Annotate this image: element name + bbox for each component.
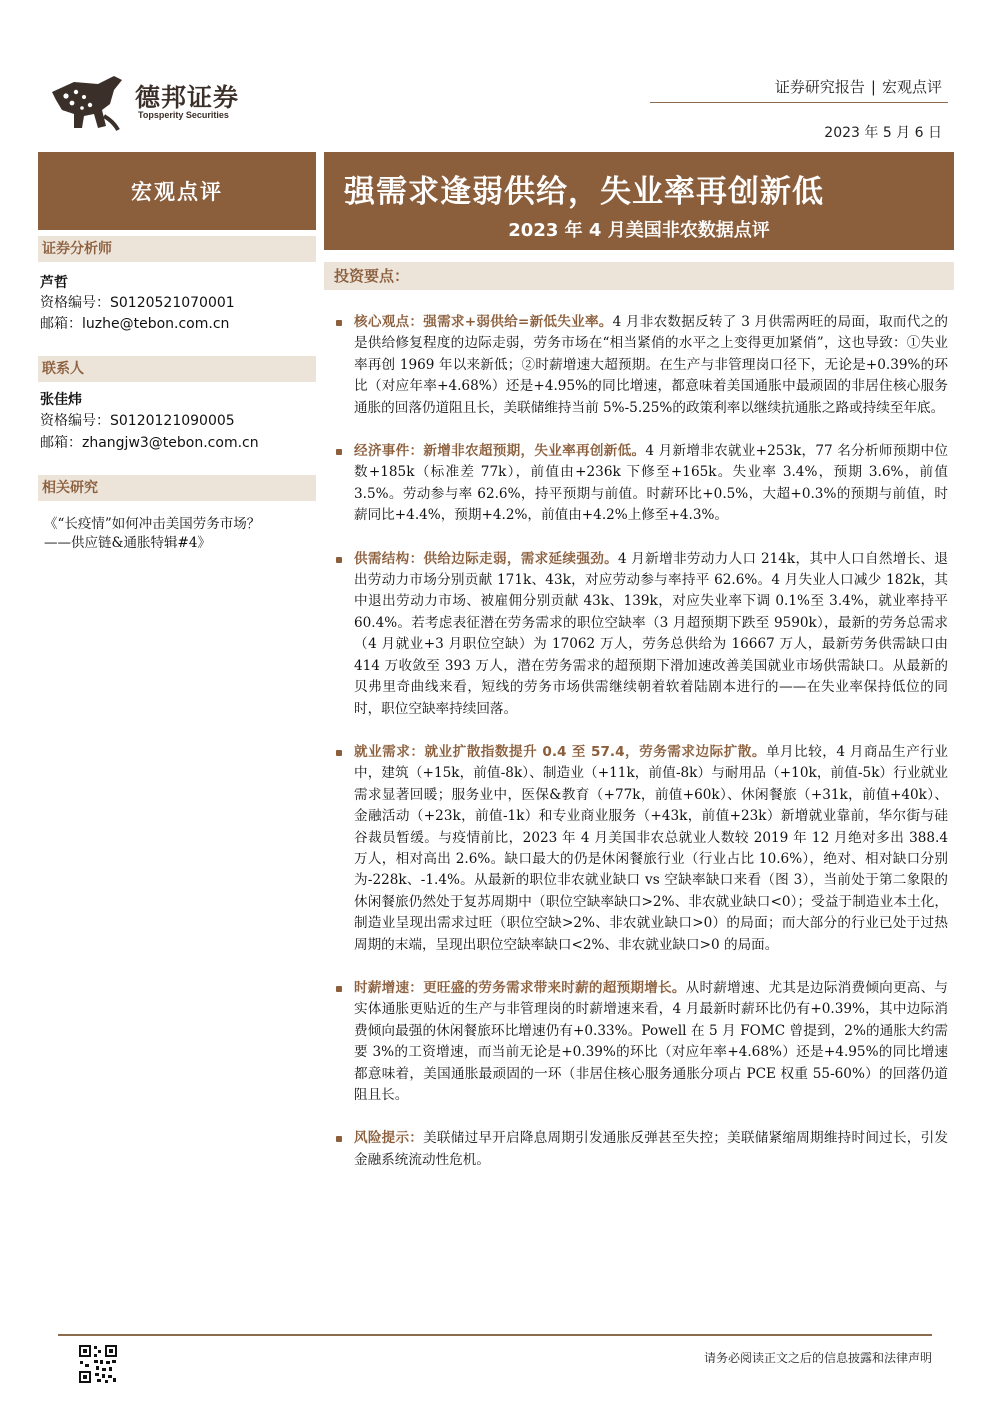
bullet-icon [336,1136,342,1142]
report-subcategory: 宏观点评 [881,78,942,96]
page-subtitle: 2023 年 4 月美国非农数据点评 [508,220,770,241]
point-employment-demand [332,742,948,956]
point-economic-event [332,441,948,527]
header-divider [650,102,948,103]
bullet-icon [336,986,342,992]
point-lead: 经济事件：新增非农超预期，失业率再创新低。 [354,443,646,460]
qr-code-icon [78,1344,118,1384]
footer-divider [58,1334,932,1336]
report-type [775,76,942,97]
point-core-view [332,312,948,419]
analyst-name: 芦哲 [40,275,68,291]
page-title: 强需求逢弱供给，失业率再创新低 [344,174,824,210]
title-banner [324,152,954,250]
investment-points-list [332,312,948,1193]
point-lead: 就业需求：就业扩散指数提升 0.4 至 57.4，劳务需求边际扩散。 [354,743,766,760]
related-research-item-cont[interactable]: ——供应链&通胀特辑#4》 [44,535,211,551]
company-name-cn: 德邦证券 [135,83,240,112]
analyst-email[interactable]: 邮箱：luzhe@tebon.com.cn [40,316,230,332]
point-supply-demand [332,549,948,720]
point-text: 美联储过早开启降息周期引发通胀反弹甚至失控；美联储紧缩周期维持时间过长，引发金融系统流动性危机。 [354,1130,949,1168]
bullet-icon [336,449,342,455]
contact-license: 资格编号：S0120121090005 [40,413,235,429]
point-lead: 风险提示： [354,1130,424,1147]
point-wage-growth [332,978,948,1106]
analyst-heading: 证券分析师 [38,236,316,262]
bullet-icon [336,557,342,563]
point-risk-warning [332,1128,948,1171]
contact-email[interactable]: 邮箱：zhangjw3@tebon.com.cn [40,435,259,451]
report-category: 证券研究报告 [774,78,865,96]
point-text: 从时薪增速、尤其是边际消费倾向更高、与实体通胀更贴近的生产与非管理岗的时薪增速来看，4 月最新时薪环比仍有+0.39%，其中边际消费倾向最强的休闲餐旅环比增速仍有+0.33%。Powell 在 5 月 FOMC 曾提到，2%的通胀大约需要 3%的工资增速，而当前无论是+0.39%的环比（对应年率+4.68%）还是+4.95%的同比增速都意味着，美国通胀最顽固的一环（非居住核心服务通胀分项占 PCE 权重 55-60%）的回落仍道阻且长。 [354,979,949,1103]
related-research-item[interactable]: 《“长疫情”如何冲击美国劳务市场？ [44,516,261,532]
company-name-en: Topsperity Securities [138,110,229,120]
category-banner-label: 宏观点评 [131,179,223,204]
point-lead: 供需结构：供给边际走弱，需求延续强劲。 [354,550,619,567]
investment-points-heading: 投资要点： [324,262,954,290]
analyst-license: 资格编号：S0120521070001 [40,295,235,311]
point-text: 4 月新增非劳动力人口 214k，其中人口自然增长、退出劳动力市场分别贡献 171k、43k，对应劳动参与率持平 62.6%。4 月失业人口减少 182k，其中退出劳动力市场、被雇佣分别贡献 43k、139k，对应失业率下调 0.1%至 3.4%，就业率持平 60.4%。若考虑表征潜在劳务需求的职位空缺率（3 月超预期下跌至 9590k），最新的劳务总需求（4 月就业+3 月职位空缺）为 17062 万人，劳务总供给为 16667 万人，最新劳务供需缺口由 414 万收敛至 393 万人，潜在劳务需求的超预期下滑加速改善美国就业市场供需缺口。从最新的贝弗里奇曲线来看，短线的劳务市场供需继续朝着软着陆剧本进行的——在失业率保持低位的同时，职位空缺率持续回落。 [354,550,948,717]
contact-heading: 联系人 [38,356,316,382]
company-logo-icon [44,70,124,134]
point-lead: 时薪增速：更旺盛的劳务需求带来时薪的超预期增长。 [354,979,686,996]
category-banner [38,152,316,230]
point-text: 4 月非农数据反转了 3 月供需两旺的局面，取而代之的是供给修复程度的边际走弱，劳务市场在“相当紧俏的水平之上变得更加紧俏”，这也导致：①失业率再创 1969 年以来新低；②时薪增速大超预期。在生产与非管理岗口径下，无论是+0.39%的环比（对应年率+4.68%）还是+4.95%的同比增速，都意味着美国通胀中最顽固的非居住核心服务通胀的回落仍道阻且长，美联储维持当前 5%-5.25%的政策利率以继续抗通胀之路或持续至年底。 [354,314,949,416]
point-text: 4 月新增非农就业+253k，77 名分析师预期中位数+185k（标准差 77k），前值由+236k 下修至+165k。失业率 3.4%，预期 3.6%，前值 3.5%。劳动参与率 62.6%，持平预期与前值。时薪环比+0.5%，大超+0.3%的预期与前值，时薪同比+4.4%，预期+4.2%，前值由+4.2%上修至+4.3%。 [354,443,949,524]
report-date: 2023 年 5 月 6 日 [824,125,942,141]
report-type-separator: | [870,78,876,96]
bullet-icon [336,320,342,326]
point-lead: 核心观点：强需求+弱供给=新低失业率。 [354,314,613,330]
related-research-heading: 相关研究 [38,475,316,501]
point-text: 单月比较，4 月商品生产行业中，建筑（+15k，前值-8k）、制造业（+11k，前值-8k）与耐用品（+10k，前值-5k）行业就业需求显著回暖；服务业中，医保&教育（+77k，前值+60k）、休闲餐旅（+31k，前值+40k）、金融活动（+23k，前值-1k）和专业商业服务（+43k，前值+23k）新增就业靠前，华尔街与硅谷裁员暂缓。与疫情前比，2023 年 4 月美国非农总就业人数较 2019 年 12 月绝对多出 388.4 万人，相对高出 2.6%。缺口最大的仍是休闲餐旅行业（行业占比 10.6%），绝对、相对缺口分别为-228k、-1.4%。从最新的职位非农就业缺口 vs 空缺率缺口来看（图 3），当前处于第二象限的休闲餐旅仍然处于复苏周期中（职位空缺率缺口>2%、非农就业缺口<0）；受益于制造业本土化，制造业呈现出需求过旺（职位空缺>2%、非农就业缺口>0）的局面；而大部分的行业已处于过热周期的末端，呈现出职位空缺率缺口<2%、非农就业缺口>0 的局面。 [354,743,948,953]
contact-name: 张佳炜 [40,392,82,408]
bullet-icon [336,750,342,756]
legal-disclaimer: 请务必阅读正文之后的信息披露和法律声明 [703,1351,932,1365]
